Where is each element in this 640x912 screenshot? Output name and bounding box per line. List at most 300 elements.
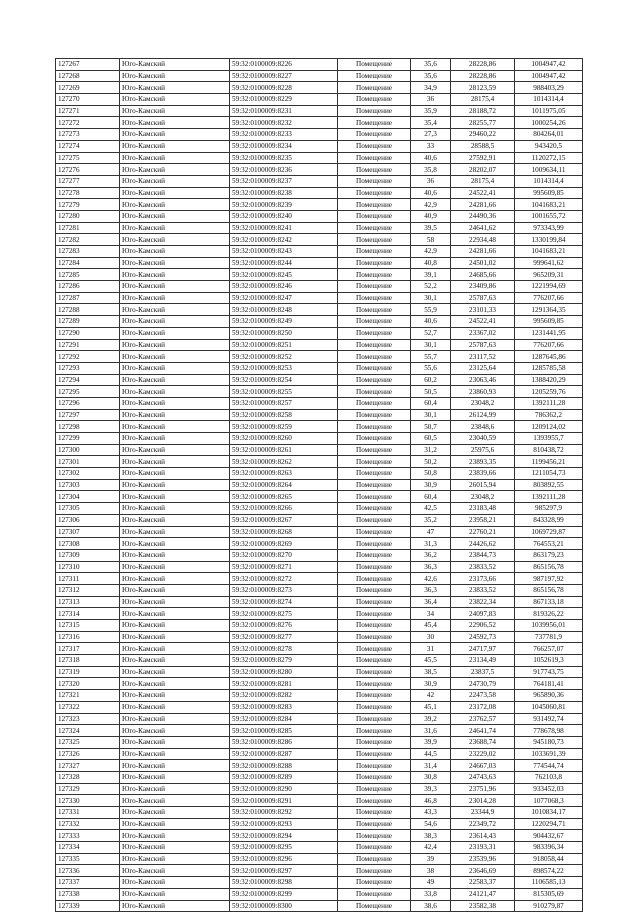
table-row	[56, 783, 583, 795]
cell-cadastral-value: 910279,87	[515, 900, 583, 912]
cell-number: 127322	[56, 701, 120, 713]
cell-number: 127278	[56, 187, 120, 199]
cell-cadastral-number: 59:32:0100009:8247	[230, 292, 338, 304]
cell-cadastral-value: 995609,85	[515, 187, 583, 199]
cell-object-type: Помещение	[338, 456, 411, 468]
table-row	[56, 865, 583, 877]
cell-cadastral-number: 59:32:0100009:8298	[230, 877, 338, 889]
cell-district: Юго-Камский	[120, 129, 230, 141]
table-row	[56, 187, 583, 199]
cell-cadastral-value: 867133,18	[515, 596, 583, 608]
cell-area: 30,1	[411, 409, 451, 421]
cell-number: 127327	[56, 760, 120, 772]
cell-cadastral-value: 737781,9	[515, 631, 583, 643]
table-row	[56, 339, 583, 351]
cell-object-type: Помещение	[338, 246, 411, 258]
cell-specific-value: 23833,52	[451, 584, 515, 596]
cell-area: 55,9	[411, 304, 451, 316]
cell-specific-value: 23539,96	[451, 853, 515, 865]
cell-number: 127314	[56, 608, 120, 620]
cell-object-type: Помещение	[338, 409, 411, 421]
cell-district: Юго-Камский	[120, 736, 230, 748]
cell-cadastral-number: 59:32:0100009:8265	[230, 491, 338, 503]
cell-cadastral-value: 917743,75	[515, 666, 583, 678]
table-row	[56, 362, 583, 374]
cell-specific-value: 28175,4	[451, 94, 515, 106]
cell-cadastral-number: 59:32:0100009:8232	[230, 117, 338, 129]
cell-cadastral-number: 59:32:0100009:8272	[230, 573, 338, 585]
cell-number: 127316	[56, 631, 120, 643]
table-row	[56, 140, 583, 152]
cell-object-type: Помещение	[338, 140, 411, 152]
table-row	[56, 409, 583, 421]
cell-cadastral-value: 1009634,11	[515, 164, 583, 176]
cell-object-type: Помещение	[338, 643, 411, 655]
cell-number: 127302	[56, 468, 120, 480]
cell-number: 127309	[56, 549, 120, 561]
cell-specific-value: 27592,91	[451, 152, 515, 164]
cell-district: Юго-Камский	[120, 807, 230, 819]
cell-area: 30,8	[411, 771, 451, 783]
cell-district: Юго-Камский	[120, 503, 230, 515]
cell-area: 40,9	[411, 210, 451, 222]
cell-specific-value: 23117,52	[451, 351, 515, 363]
cell-specific-value: 24667,03	[451, 760, 515, 772]
cell-specific-value: 23229,02	[451, 748, 515, 760]
cell-cadastral-value: 995609,85	[515, 316, 583, 328]
cell-district: Юго-Камский	[120, 608, 230, 620]
cell-specific-value: 24641,74	[451, 725, 515, 737]
cell-cadastral-number: 59:32:0100009:8291	[230, 795, 338, 807]
cell-object-type: Помещение	[338, 795, 411, 807]
cell-number: 127273	[56, 129, 120, 141]
table-row	[56, 281, 583, 293]
table-row	[56, 888, 583, 900]
cell-cadastral-number: 59:32:0100009:8246	[230, 281, 338, 293]
cell-specific-value: 23063,46	[451, 374, 515, 386]
cell-specific-value: 23893,35	[451, 456, 515, 468]
cell-area: 36,3	[411, 584, 451, 596]
cell-object-type: Помещение	[338, 281, 411, 293]
cell-number: 127276	[56, 164, 120, 176]
cell-number: 127301	[56, 456, 120, 468]
cell-cadastral-number: 59:32:0100009:8269	[230, 538, 338, 550]
cell-object-type: Помещение	[338, 362, 411, 374]
table-row	[56, 292, 583, 304]
table-row	[56, 175, 583, 187]
table-row	[56, 491, 583, 503]
cell-cadastral-number: 59:32:0100009:8234	[230, 140, 338, 152]
table-row	[56, 210, 583, 222]
cell-object-type: Помещение	[338, 187, 411, 199]
cell-object-type: Помещение	[338, 877, 411, 889]
cell-cadastral-value: 764181,41	[515, 678, 583, 690]
cell-area: 36	[411, 175, 451, 187]
cell-number: 127290	[56, 327, 120, 339]
cell-number: 127319	[56, 666, 120, 678]
cell-cadastral-value: 1120272,15	[515, 152, 583, 164]
cell-specific-value: 23193,31	[451, 842, 515, 854]
cell-district: Юго-Камский	[120, 549, 230, 561]
cell-object-type: Помещение	[338, 842, 411, 854]
cell-cadastral-number: 59:32:0100009:8241	[230, 222, 338, 234]
cell-cadastral-value: 965890,36	[515, 690, 583, 702]
cell-area: 40,6	[411, 187, 451, 199]
cell-number: 127294	[56, 374, 120, 386]
cell-cadastral-value: 983396,34	[515, 842, 583, 854]
cell-district: Юго-Камский	[120, 316, 230, 328]
cell-cadastral-number: 59:32:0100009:8233	[230, 129, 338, 141]
cell-number: 127267	[56, 59, 120, 71]
cell-cadastral-number: 59:32:0100009:8295	[230, 842, 338, 854]
cell-object-type: Помещение	[338, 608, 411, 620]
cell-specific-value: 24426,62	[451, 538, 515, 550]
cell-district: Юго-Камский	[120, 596, 230, 608]
cell-cadastral-number: 59:32:0100009:8238	[230, 187, 338, 199]
cell-cadastral-value: 1041683,21	[515, 246, 583, 258]
cell-object-type: Помещение	[338, 199, 411, 211]
cell-object-type: Помещение	[338, 433, 411, 445]
cell-number: 127313	[56, 596, 120, 608]
cell-area: 31,2	[411, 444, 451, 456]
cell-object-type: Помещение	[338, 479, 411, 491]
cell-district: Юго-Камский	[120, 842, 230, 854]
table-row	[56, 643, 583, 655]
table-row	[56, 584, 583, 596]
cell-specific-value: 24743,63	[451, 771, 515, 783]
cell-specific-value: 23837,5	[451, 666, 515, 678]
cell-number: 127320	[56, 678, 120, 690]
cell-cadastral-value: 1209124,02	[515, 421, 583, 433]
cell-cadastral-value: 1011975,05	[515, 105, 583, 117]
cell-cadastral-value: 863179,23	[515, 549, 583, 561]
cell-area: 36	[411, 94, 451, 106]
cell-object-type: Помещение	[338, 397, 411, 409]
cell-district: Юго-Камский	[120, 701, 230, 713]
cell-cadastral-number: 59:32:0100009:8245	[230, 269, 338, 281]
cell-number: 127269	[56, 82, 120, 94]
cell-specific-value: 23839,66	[451, 468, 515, 480]
cell-cadastral-value: 778678,98	[515, 725, 583, 737]
cell-cadastral-value: 1014314,4	[515, 175, 583, 187]
cell-cadastral-value: 987197,92	[515, 573, 583, 585]
cell-cadastral-number: 59:32:0100009:8229	[230, 94, 338, 106]
cell-specific-value: 23762,57	[451, 713, 515, 725]
cell-number: 127298	[56, 421, 120, 433]
cell-district: Юго-Камский	[120, 374, 230, 386]
cell-cadastral-number: 59:32:0100009:8287	[230, 748, 338, 760]
cell-area: 49	[411, 877, 451, 889]
cell-cadastral-value: 1388420,29	[515, 374, 583, 386]
cell-specific-value: 23833,52	[451, 561, 515, 573]
cell-area: 35,6	[411, 70, 451, 82]
cell-area: 52,7	[411, 327, 451, 339]
table-row	[56, 327, 583, 339]
cell-district: Юго-Камский	[120, 479, 230, 491]
cell-object-type: Помещение	[338, 561, 411, 573]
cell-district: Юго-Камский	[120, 713, 230, 725]
cell-cadastral-number: 59:32:0100009:8251	[230, 339, 338, 351]
cell-cadastral-number: 59:32:0100009:8244	[230, 257, 338, 269]
cell-district: Юго-Камский	[120, 877, 230, 889]
cell-cadastral-value: 1392111,28	[515, 397, 583, 409]
cell-object-type: Помещение	[338, 234, 411, 246]
cell-cadastral-value: 786362,2	[515, 409, 583, 421]
cell-specific-value: 23844,73	[451, 549, 515, 561]
table-row	[56, 397, 583, 409]
cell-cadastral-value: 1001655,72	[515, 210, 583, 222]
cell-area: 44,5	[411, 748, 451, 760]
cell-specific-value: 22760,21	[451, 526, 515, 538]
cell-specific-value: 23860,93	[451, 386, 515, 398]
cell-area: 39,5	[411, 222, 451, 234]
cell-cadastral-value: 918058,44	[515, 853, 583, 865]
cell-area: 45,4	[411, 620, 451, 632]
cell-specific-value: 23173,66	[451, 573, 515, 585]
cell-cadastral-number: 59:32:0100009:8261	[230, 444, 338, 456]
cell-cadastral-number: 59:32:0100009:8253	[230, 362, 338, 374]
cell-area: 60,5	[411, 433, 451, 445]
cell-cadastral-number: 59:32:0100009:8282	[230, 690, 338, 702]
cell-area: 45,5	[411, 655, 451, 667]
cell-number: 127270	[56, 94, 120, 106]
table-row	[56, 222, 583, 234]
cell-cadastral-number: 59:32:0100009:8273	[230, 584, 338, 596]
cell-cadastral-value: 1220294,71	[515, 818, 583, 830]
cell-area: 40,6	[411, 152, 451, 164]
cell-specific-value: 25787,63	[451, 292, 515, 304]
cell-object-type: Помещение	[338, 82, 411, 94]
cell-specific-value: 24592,73	[451, 631, 515, 643]
cell-object-type: Помещение	[338, 771, 411, 783]
cell-cadastral-value: 1004947,42	[515, 59, 583, 71]
cell-cadastral-value: 1045060,81	[515, 701, 583, 713]
cell-cadastral-number: 59:32:0100009:8263	[230, 468, 338, 480]
cell-object-type: Помещение	[338, 783, 411, 795]
cell-specific-value: 23048,2	[451, 491, 515, 503]
cell-object-type: Помещение	[338, 292, 411, 304]
cell-cadastral-value: 803892,55	[515, 479, 583, 491]
cell-object-type: Помещение	[338, 678, 411, 690]
cell-number: 127286	[56, 281, 120, 293]
cell-district: Юго-Камский	[120, 140, 230, 152]
cell-district: Юго-Камский	[120, 222, 230, 234]
cell-cadastral-number: 59:32:0100009:8285	[230, 725, 338, 737]
cell-cadastral-number: 59:32:0100009:8236	[230, 164, 338, 176]
cell-district: Юго-Камский	[120, 351, 230, 363]
cell-district: Юго-Камский	[120, 339, 230, 351]
cell-specific-value: 24281,66	[451, 246, 515, 258]
cell-object-type: Помещение	[338, 725, 411, 737]
cell-object-type: Помещение	[338, 175, 411, 187]
cell-district: Юго-Камский	[120, 631, 230, 643]
cell-cadastral-value: 1039956,01	[515, 620, 583, 632]
cell-area: 30,1	[411, 339, 451, 351]
cell-number: 127285	[56, 269, 120, 281]
cell-cadastral-number: 59:32:0100009:8257	[230, 397, 338, 409]
cell-number: 127317	[56, 643, 120, 655]
table-row	[56, 503, 583, 515]
cell-cadastral-value: 1199456,21	[515, 456, 583, 468]
table-row	[56, 725, 583, 737]
table-row	[56, 561, 583, 573]
cell-area: 30	[411, 631, 451, 643]
table-row	[56, 164, 583, 176]
cell-area: 35,4	[411, 117, 451, 129]
table-row	[56, 479, 583, 491]
cell-area: 50,8	[411, 468, 451, 480]
cell-district: Юго-Камский	[120, 538, 230, 550]
cell-cadastral-value: 973343,99	[515, 222, 583, 234]
cell-cadastral-value: 1285785,58	[515, 362, 583, 374]
cell-specific-value: 23751,96	[451, 783, 515, 795]
cell-specific-value: 23183,48	[451, 503, 515, 515]
cell-cadastral-value: 819326,22	[515, 608, 583, 620]
cell-district: Юго-Камский	[120, 70, 230, 82]
cell-specific-value: 28123,59	[451, 82, 515, 94]
cell-area: 31	[411, 643, 451, 655]
cell-area: 60,2	[411, 374, 451, 386]
cell-number: 127297	[56, 409, 120, 421]
cell-area: 34,9	[411, 82, 451, 94]
cell-district: Юго-Камский	[120, 199, 230, 211]
cell-area: 42,9	[411, 199, 451, 211]
cell-district: Юго-Камский	[120, 725, 230, 737]
cell-specific-value: 24717,97	[451, 643, 515, 655]
cell-specific-value: 22473,58	[451, 690, 515, 702]
cell-area: 60,4	[411, 491, 451, 503]
cell-number: 127321	[56, 690, 120, 702]
cell-district: Юго-Камский	[120, 421, 230, 433]
cell-number: 127303	[56, 479, 120, 491]
cell-district: Юго-Камский	[120, 444, 230, 456]
cell-number: 127272	[56, 117, 120, 129]
cell-number: 127336	[56, 865, 120, 877]
cell-area: 42,6	[411, 573, 451, 585]
table-row	[56, 82, 583, 94]
cell-specific-value: 23125,64	[451, 362, 515, 374]
cell-cadastral-value: 999641,62	[515, 257, 583, 269]
table-row	[56, 456, 583, 468]
table-row	[56, 117, 583, 129]
cell-specific-value: 29460,22	[451, 129, 515, 141]
cell-object-type: Помещение	[338, 257, 411, 269]
cell-specific-value: 24730,79	[451, 678, 515, 690]
cell-district: Юго-Камский	[120, 655, 230, 667]
cell-specific-value: 23344,9	[451, 807, 515, 819]
cell-cadastral-number: 59:32:0100009:8300	[230, 900, 338, 912]
table-row	[56, 690, 583, 702]
table-row	[56, 678, 583, 690]
cell-cadastral-number: 59:32:0100009:8226	[230, 59, 338, 71]
table-row	[56, 748, 583, 760]
table-row	[56, 842, 583, 854]
table-row	[56, 631, 583, 643]
table-row	[56, 152, 583, 164]
cell-number: 127337	[56, 877, 120, 889]
cell-number: 127292	[56, 351, 120, 363]
cell-area: 38,5	[411, 666, 451, 678]
cell-district: Юго-Камский	[120, 514, 230, 526]
cell-number: 127291	[56, 339, 120, 351]
cell-district: Юго-Камский	[120, 59, 230, 71]
cell-specific-value: 28228,86	[451, 70, 515, 82]
table-row	[56, 760, 583, 772]
cell-specific-value: 24522,41	[451, 316, 515, 328]
cell-cadastral-number: 59:32:0100009:8262	[230, 456, 338, 468]
cell-cadastral-number: 59:32:0100009:8235	[230, 152, 338, 164]
cell-cadastral-value: 1000254,26	[515, 117, 583, 129]
cell-district: Юго-Камский	[120, 94, 230, 106]
cell-object-type: Помещение	[338, 690, 411, 702]
cell-specific-value: 24685,66	[451, 269, 515, 281]
cell-object-type: Помещение	[338, 351, 411, 363]
cell-district: Юго-Камский	[120, 386, 230, 398]
cell-cadastral-number: 59:32:0100009:8274	[230, 596, 338, 608]
cell-area: 36,3	[411, 561, 451, 573]
cell-cadastral-value: 1393955,7	[515, 433, 583, 445]
cell-district: Юго-Камский	[120, 900, 230, 912]
cell-number: 127274	[56, 140, 120, 152]
cell-object-type: Помещение	[338, 596, 411, 608]
cell-district: Юго-Камский	[120, 853, 230, 865]
cell-object-type: Помещение	[338, 900, 411, 912]
cell-number: 127330	[56, 795, 120, 807]
cell-specific-value: 23688,74	[451, 736, 515, 748]
cell-specific-value: 24490,36	[451, 210, 515, 222]
cell-object-type: Помещение	[338, 631, 411, 643]
cell-cadastral-value: 1077068,3	[515, 795, 583, 807]
cell-specific-value: 23848,6	[451, 421, 515, 433]
cell-area: 36,2	[411, 549, 451, 561]
cell-number: 127299	[56, 433, 120, 445]
table-row	[56, 877, 583, 889]
cell-district: Юго-Камский	[120, 210, 230, 222]
cell-object-type: Помещение	[338, 666, 411, 678]
cell-area: 33	[411, 140, 451, 152]
cell-cadastral-number: 59:32:0100009:8248	[230, 304, 338, 316]
cell-object-type: Помещение	[338, 503, 411, 515]
table-row	[56, 900, 583, 912]
cell-district: Юго-Камский	[120, 82, 230, 94]
cell-cadastral-number: 59:32:0100009:8299	[230, 888, 338, 900]
cell-district: Юго-Камский	[120, 865, 230, 877]
cell-number: 127307	[56, 526, 120, 538]
cell-district: Юго-Камский	[120, 771, 230, 783]
cell-area: 39,9	[411, 736, 451, 748]
cell-cadastral-value: 1221994,69	[515, 281, 583, 293]
cell-district: Юго-Камский	[120, 678, 230, 690]
cell-cadastral-number: 59:32:0100009:8240	[230, 210, 338, 222]
cell-district: Юго-Камский	[120, 409, 230, 421]
cell-cadastral-value: 1287645,86	[515, 351, 583, 363]
cell-area: 54,6	[411, 818, 451, 830]
cell-area: 35,2	[411, 514, 451, 526]
table-row	[56, 807, 583, 819]
cell-number: 127331	[56, 807, 120, 819]
cell-number: 127296	[56, 397, 120, 409]
table-row	[56, 468, 583, 480]
cell-number: 127279	[56, 199, 120, 211]
cell-area: 31,6	[411, 725, 451, 737]
cell-specific-value: 24097,83	[451, 608, 515, 620]
cell-object-type: Помещение	[338, 491, 411, 503]
cell-object-type: Помещение	[338, 386, 411, 398]
cell-specific-value: 28202,07	[451, 164, 515, 176]
cell-area: 31,4	[411, 760, 451, 772]
cell-district: Юго-Камский	[120, 187, 230, 199]
cell-cadastral-number: 59:32:0100009:8288	[230, 760, 338, 772]
